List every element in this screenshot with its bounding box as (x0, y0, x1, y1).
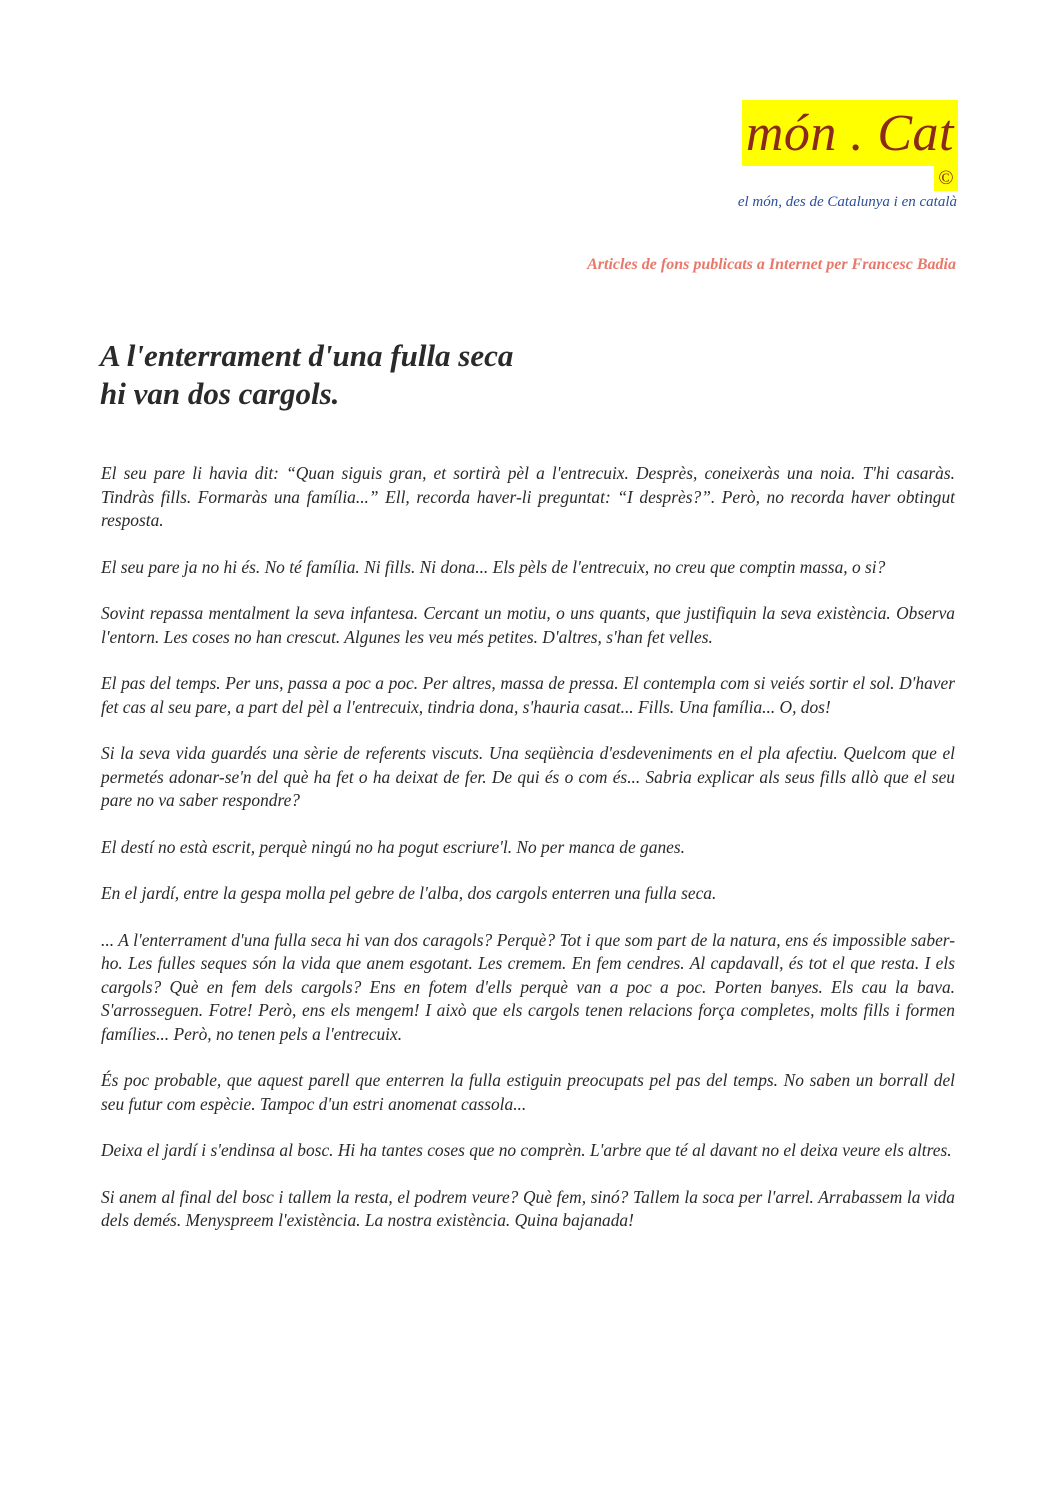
paragraph: Si anem al final del bosc i tallem la resta, el podrem veure? Què fem, sinó? Tallem la soca per l'arrel. Arrabassem la vida dels demés. Menyspreem l'existència. La nostra existència. Quina bajanada! (101, 1186, 955, 1230)
paragraph: El destí no està escrit, perquè ningú no ha pogut escriure'l. No per manca de ganes. (101, 836, 685, 857)
paragraph: Si la seva vida guardés una sèrie de referents viscuts. Una seqüència d'esdeveniments en el pla afectiu. Quelcom que el permetés adonar-se'n del què ha fet o ha deixat de fer. De qui és o com és... Sabria explicar als seus fills allò que el seu pare no va saber respondre? (101, 743, 955, 810)
article-title-line: hi van dos cargols. (100, 376, 340, 411)
article-title (100, 337, 513, 413)
site-logo (742, 100, 958, 189)
paragraph: Sovint repassa mentalment la seva infantesa. Cercant un motiu, o uns quants, que justifiquin la seva existència. Observa l'entorn. Les coses no han crescut. Algunes les veu més petites. D'altres, s'han fet velles. (101, 603, 955, 647)
paragraph: És poc probable, que aquest parell que enterren la fulla estiguin preocupats pel pas del temps. No saben un borrall del seu futur com espècie. Tampoc d'un estri anomenat cassola... (101, 1070, 955, 1114)
paragraph: El seu pare li havia dit: “Quan siguis gran, et sortirà pèl a l'entrecuix. Desprès, coneixeràs una noia. T'hi casaràs. Tindràs fills. Formaràs una família...” Ell, recorda haver-li preguntat: “I desprès?”. Però, no recorda haver obtingut resposta. (101, 463, 955, 530)
article-title-line: A l'enterrament d'una fulla seca (100, 338, 514, 373)
byline: Articles de fons publicats a Internet per Francesc Badia (587, 256, 956, 273)
paragraph: ... A l'enterrament d'una fulla seca hi van dos caragols? Perquè? Tot i que som part de la natura, ens és impossible saber-ho. Les fulles seques són la vida que anem esgotant. Les cremem. En fem cendres. Al capdavall, és tot el que resta. I els cargols? Què en fem dels cargols? Ens en fotem d'ells perquè van a poc a poc. Porten banyes. Els cau la bava. S'arrosseguen. Fotre! Però, ens els mengem! I això que els cargols tenen relacions força completes, molts fills i formen famílies... Però, no tenen pels a l'entrecuix. (101, 929, 955, 1044)
paragraph: En el jardí, entre la gespa molla pel gebre de l'alba, dos cargols enterren una fulla seca. (101, 883, 717, 903)
paragraph: Deixa el jardí i s'endinsa al bosc. Hi ha tantes coses que no comprèn. L'arbre que té al davant no el deixa veure els altres. (101, 1140, 952, 1160)
copyright-icon: © (934, 166, 958, 191)
paragraph: El seu pare ja no hi és. No té família. Ni fills. Ni dona... Els pèls de l'entrecuix, no creu que comptin massa, o si? (101, 556, 886, 577)
paragraph: El pas del temps. Per uns, passa a poc a poc. Per altres, massa de pressa. El contempla com si veiés sortir el sol. D'haver fet cas al seu pare, a part del pèl a l'entrecuix, tindria dona, s'hauria casat... Fills. Una família... O, dos! (101, 673, 955, 717)
site-tagline: el món, des de Catalunya i en català (737, 194, 957, 210)
logo-text: món . Cat (742, 100, 958, 166)
article-body (101, 462, 955, 1256)
